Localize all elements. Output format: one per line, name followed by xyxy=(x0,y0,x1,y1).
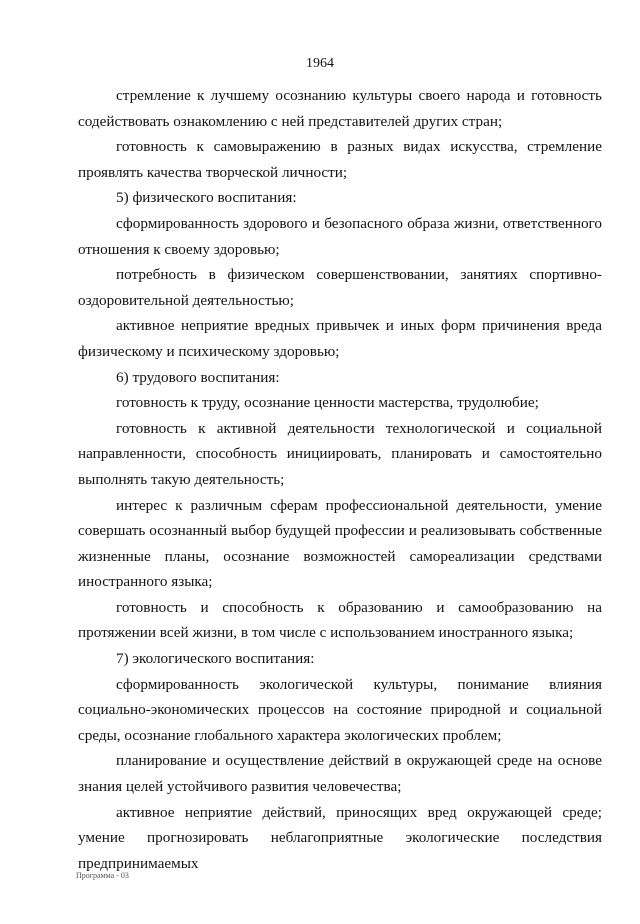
paragraph: планирование и осуществление действий в окружающей среде на основе знания целей устойчивого развития человечества; xyxy=(78,752,602,796)
paragraph: сформированность здорового и безопасного образа жизни, ответственного отношения к своему здоровью; xyxy=(78,214,602,258)
paragraph: сформированность экологической культуры, понимание влияния социально-экономических процессов на состояние природной и социальной среды, осознание глобального характера экологических проблем; xyxy=(78,675,602,744)
body-text xyxy=(78,83,602,876)
section-heading: 6) трудового воспитания: xyxy=(116,368,280,386)
paragraph: готовность к труду, осознание ценности мастерства, трудолюбие; xyxy=(116,394,539,412)
page-number: 1964 xyxy=(306,56,334,71)
paragraph: активное неприятие действий, приносящих вред окружающей среде; умение прогнозировать неблагоприятные экологические последствия предпринимаемых xyxy=(78,803,602,872)
paragraph: готовность и способность к образованию и самообразованию на протяжении всей жизни, в том числе с использованием иностранного языка; xyxy=(78,598,602,642)
paragraph: готовность к активной деятельности технологической и социальной направленности, способность инициировать, планировать и самостоятельно выполнять такую деятельность; xyxy=(78,419,602,488)
section-heading: 5) физического воспитания: xyxy=(116,189,297,207)
paragraph: потребность в физическом совершенствовании, занятиях спортивно-оздоровительной деятельностью; xyxy=(78,266,602,309)
paragraph: активное неприятие вредных привычек и иных форм причинения вреда физическому и психическому здоровью; xyxy=(78,317,602,360)
paragraph: интерес к различным сферам профессиональной деятельности, умение совершать осознанный выбор будущей профессии и реализовывать собственные жизненные планы, осознание возможностей самореализации средствами иностранного языка; xyxy=(78,496,602,591)
paragraph: готовность к самовыражению в разных видах искусства, стремление проявлять качества творческой личности; xyxy=(78,138,602,181)
footer-label: Программа - 03 xyxy=(76,871,129,880)
section-heading: 7) экологического воспитания: xyxy=(116,650,315,668)
paragraph: стремление к лучшему осознанию культуры своего народа и готовность содействовать ознакомлению с ней представителей других стран; xyxy=(78,87,602,130)
